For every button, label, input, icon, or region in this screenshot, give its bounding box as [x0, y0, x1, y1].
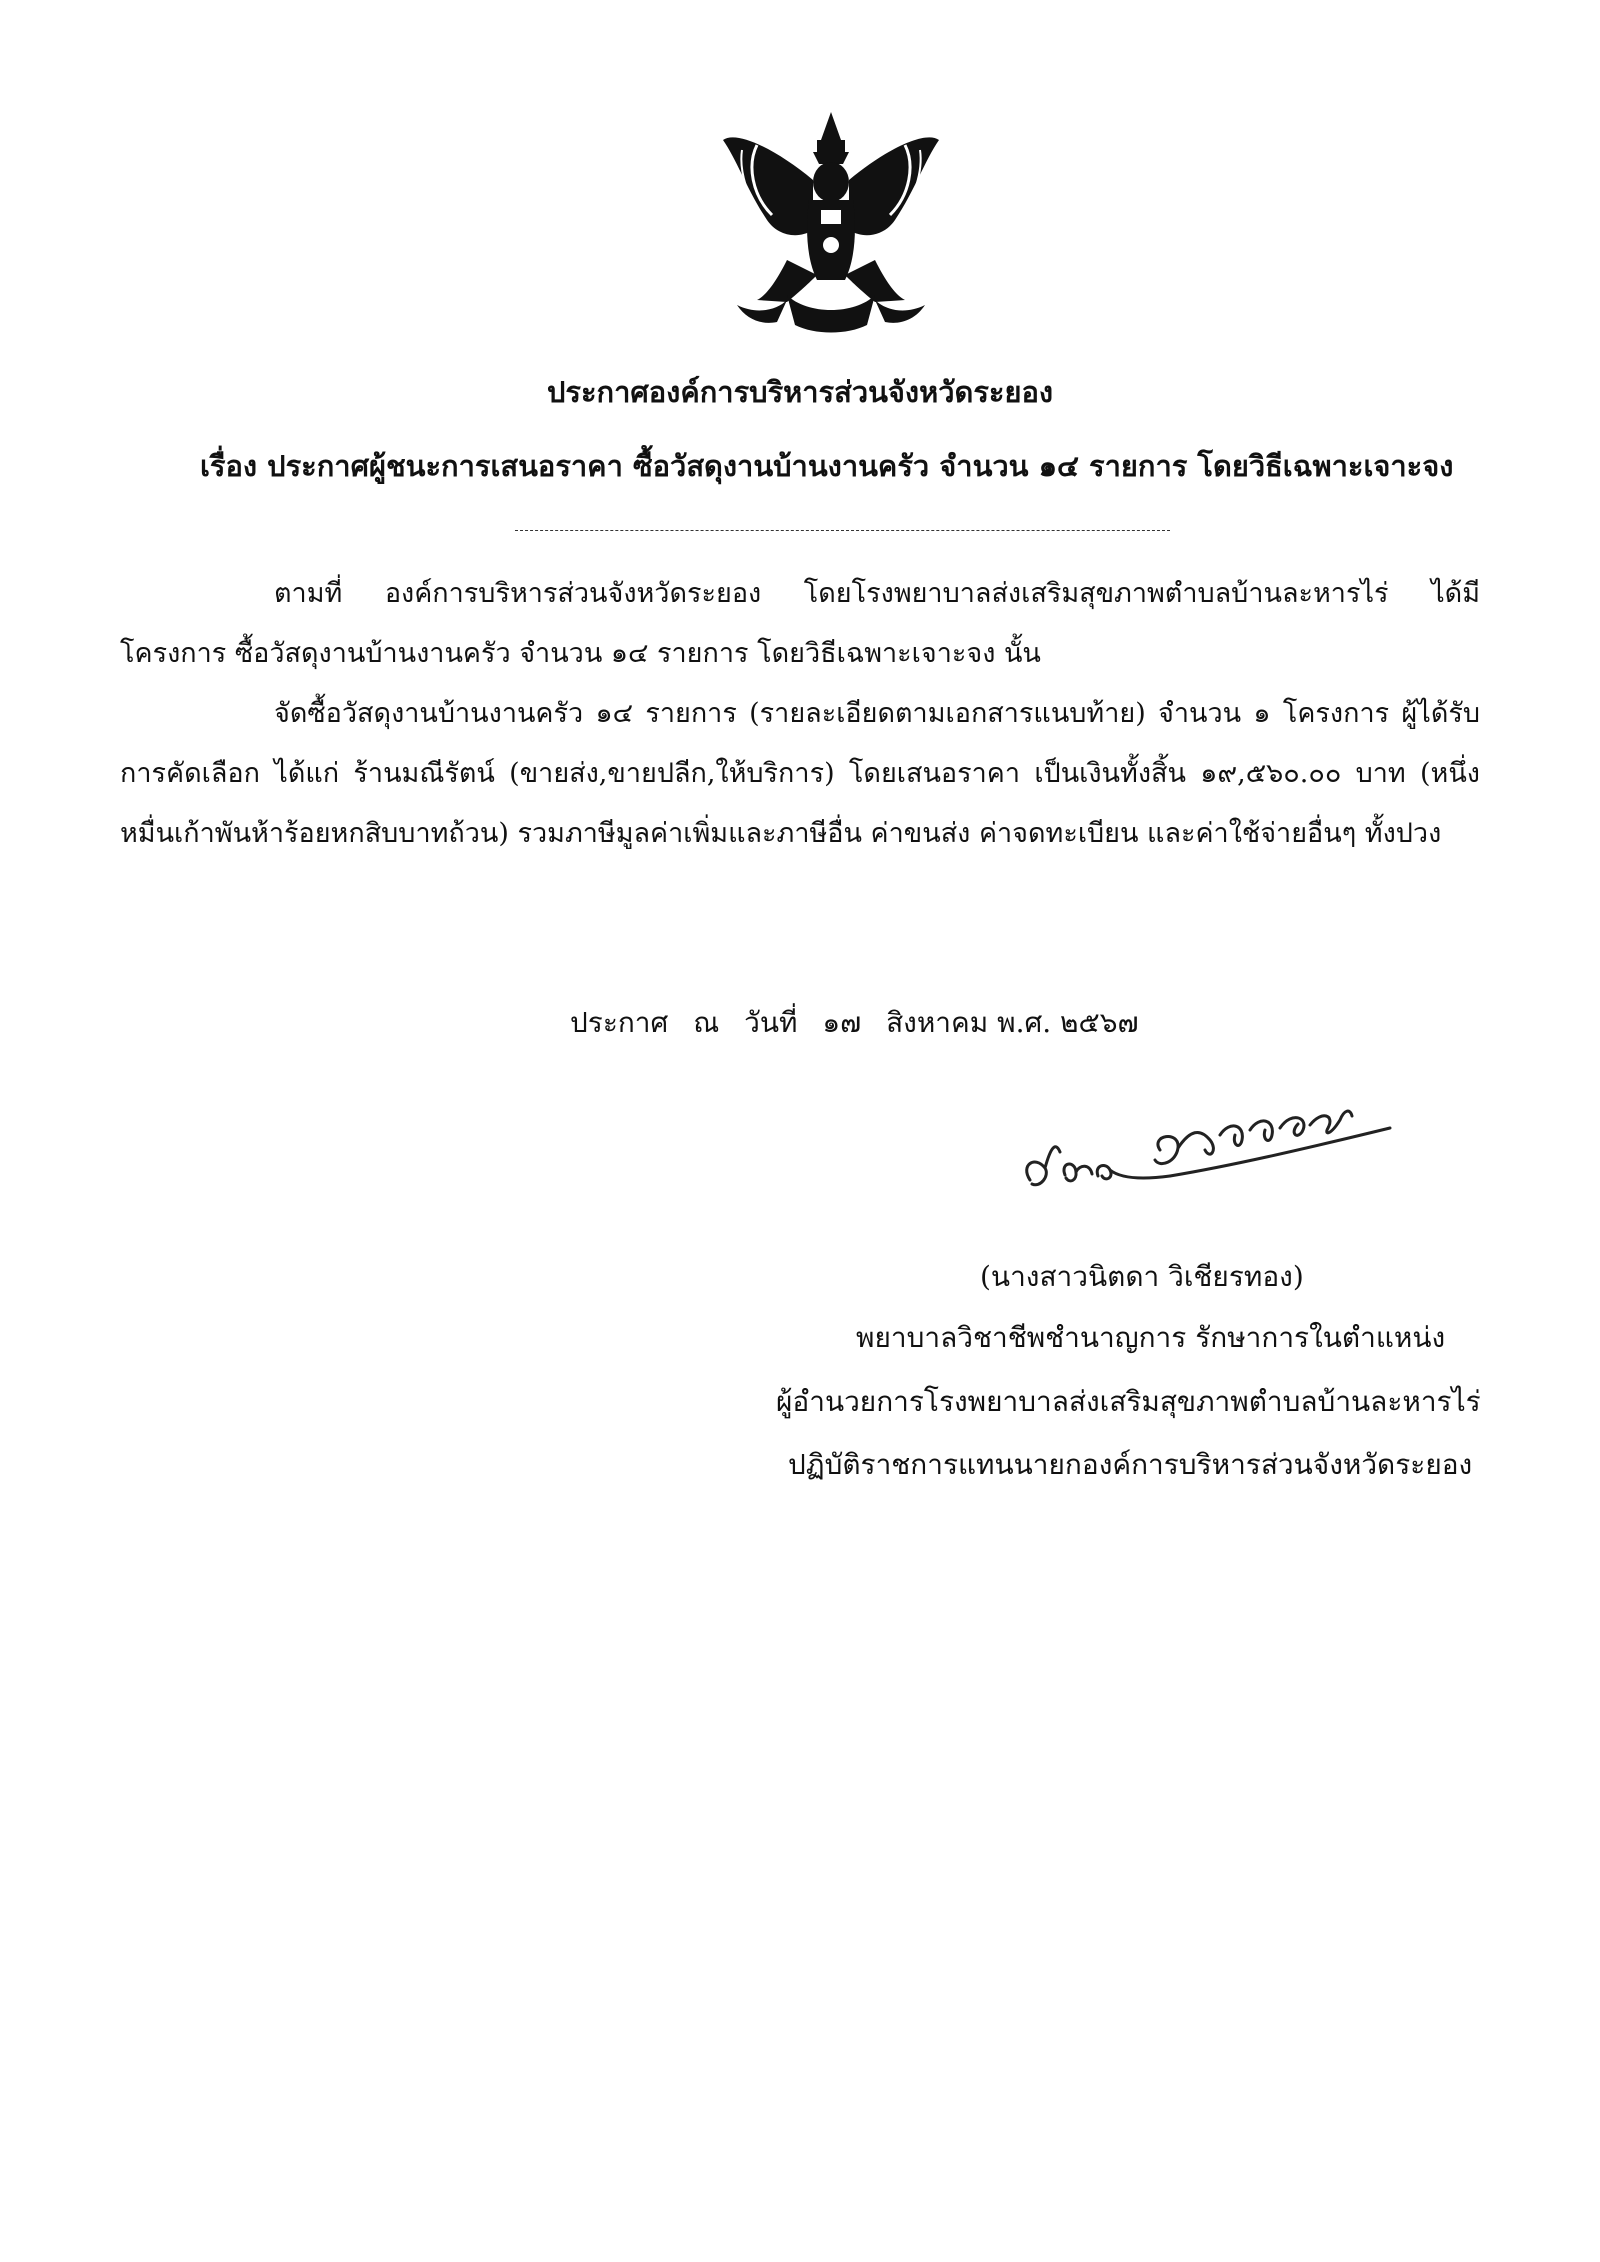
date-at: ณ — [693, 1006, 720, 1039]
document-subject: เรื่อง ประกาศผู้ชนะการเสนอราคา ซื้อวัสดุงานบ้านงานครัว จำนวน ๑๔ รายการ โดยวิธีเฉพาะเจาะจง — [200, 449, 1454, 483]
document-title: ประกาศองค์การบริหารส่วนจังหวัดระยอง — [546, 375, 1054, 409]
announcement-date — [570, 1001, 1155, 1045]
body-paragraph-1 — [120, 564, 1480, 684]
date-day: ๑๗ — [822, 1006, 862, 1039]
title-divider — [515, 530, 1170, 531]
signatory-name: (นางสาวนิตดา วิเชียรทอง) — [980, 1260, 1304, 1293]
paragraph-1-text: ตามที่ องค์การบริหารส่วนจังหวัดระยอง โดยโรงพยาบาลส่งเสริมสุขภาพตำบลบ้านละหารไร่ ได้มีโครงการ ซื้อวัสดุงานบ้านงานครัว จำนวน ๑๔ รายการ โดยวิธีเฉพาะเจาะจง นั้น — [120, 578, 1480, 669]
handwritten-signature-icon — [1010, 1080, 1410, 1220]
garuda-emblem-icon — [717, 110, 945, 338]
date-day-label: วันที่ — [744, 1006, 798, 1039]
date-label: ประกาศ — [570, 1006, 669, 1039]
date-month-year: สิงหาคม พ.ศ. ๒๕๖๗ — [886, 1006, 1139, 1039]
body-paragraph-2 — [120, 684, 1480, 864]
signatory-position-1: พยาบาลวิชาชีพชำนาญการ รักษาการในตำแหน่ง — [856, 1321, 1446, 1354]
paragraph-2-text: จัดซื้อวัสดุงานบ้านงานครัว ๑๔ รายการ (รายละเอียดตามเอกสารแนบท้าย) จำนวน ๑ โครงการ ผู้ได้รับการคัดเลือก ได้แก่ ร้านมณีรัตน์ (ขายส่ง,ขายปลีก,ให้บริการ) โดยเสนอราคา เป็นเงินทั้งสิ้น ๑๙,๕๖๐.๐๐ บาท (หนึ่งหมื่นเก้าพันห้าร้อยหกสิบบาทถ้วน) รวมภาษีมูลค่าเพิ่มและภาษีอื่น ค่าขนส่ง ค่าจดทะเบียน และค่าใช้จ่ายอื่นๆ ทั้งปวง — [120, 698, 1480, 849]
signatory-position-3: ปฏิบัติราชการแทนนายกองค์การบริหารส่วนจังหวัดระยอง — [788, 1448, 1473, 1481]
signatory-position-2: ผู้อำนวยการโรงพยาบาลส่งเสริมสุขภาพตำบลบ้านละหารไร่ — [776, 1385, 1481, 1418]
